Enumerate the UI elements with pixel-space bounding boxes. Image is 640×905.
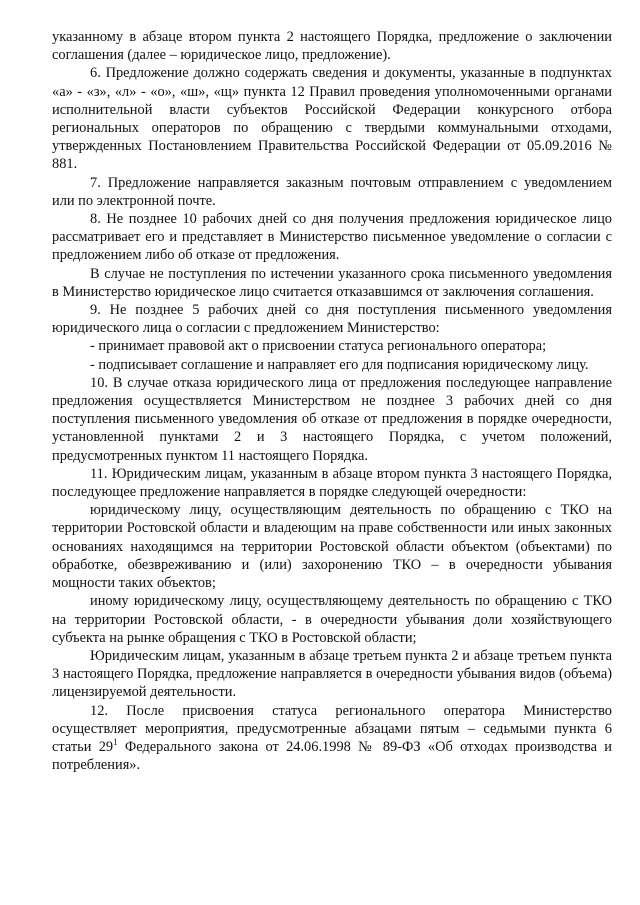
paragraph-item-11-first: юридическому лицу, осуществляющим деятельность по обращению с ТКО на территории Ростовской области и владеющим на праве собственности или иных законных основаниях находящимся на территории Ростовской области объектом (объектами) по обработке, обезвреживанию и (или) захоронению ТКО – в очередности убывания мощности таких объектов;	[52, 502, 612, 592]
paragraph-item-10: 10. В случае отказа юридического лица от предложения последующее направление предложения осуществляется Министерством не позднее 3 рабочих дней со дня поступления письменного уведомления об отказе от предложения в порядке очередности, установленной пунктами 2 и 3 настоящего Порядка, с учетом положений, предусмотренных пунктом 11 настоящего Порядка.	[52, 374, 612, 464]
paragraph-item-12	[52, 702, 612, 775]
paragraph-item-11-third: Юридическим лицам, указанным в абзаце третьем пункта 2 и абзаце третьем пункта 3 настоящего Порядка, предложение направляется в очередности убывания видов (объема) лицензируемой деятельности.	[52, 647, 612, 701]
paragraph-continuation: указанному в абзаце втором пункта 2 настоящего Порядка, предложение о заключении соглашения (далее – юридическое лицо, предложение).	[52, 29, 612, 64]
paragraph-item-6: 6. Предложение должно содержать сведения и документы, указанные в подпунктах «а» - «з», «л» - «о», «ш», «щ» пункта 12 Правил проведения уполномоченными органами исполнительной власти субъектов Российской Федерации конкурсного отбора региональных операторов по обращению с твердыми коммунальными отходами, утвержденных Постановлением Правительства Российской Федерации от 05.09.2016 № 881.	[52, 65, 612, 173]
paragraph-item-8: 8. Не позднее 10 рабочих дней со дня получения предложения юридическое лицо рассматривает его и представляет в Министерство письменное уведомление о согласии с предложением либо об отказе от предложения.	[52, 211, 612, 264]
paragraph-item-12-text-after: Федерального закона от 24.06.1998 № 89-ФЗ «Об отходах производства и потребления».	[52, 738, 612, 774]
paragraph-item-9-legal-act: - принимает правовой акт о присвоении статуса регионального оператора;	[90, 338, 547, 355]
paragraph-item-8-refusal: В случае не поступления по истечении указанного срока письменного уведомления в Министерство юридическое лицо считается отказавшимся от заключения соглашения.	[52, 265, 612, 300]
paragraph-item-12-text-before: 12. После присвоения статуса регионального оператора Министерство осуществляет мероприятия, предусмотренные абзацами пятым – седьмыми пункта 6 статьи 29	[52, 702, 612, 755]
paragraph-item-9: 9. Не позднее 5 рабочих дней со дня поступления письменного уведомления юридического лица о согласии с предложением Министерство:	[52, 302, 612, 337]
document-page	[52, 28, 612, 774]
paragraph-item-9-agreement: - подписывает соглашение и направляет его для подписания юридическому лицу.	[90, 356, 589, 373]
paragraph-item-11-second: иному юридическому лицу, осуществляющему деятельность по обращению с ТКО на территории Ростовской области, - в очередности убывания доли хозяйствующего субъекта на рынке обращения с ТКО в Ростовской области;	[52, 593, 612, 646]
paragraph-item-11: 11. Юридическим лицам, указанным в абзаце втором пункта 3 настоящего Порядка, последующее предложение направляется в порядке следующей очередности:	[52, 465, 612, 501]
paragraph-item-7: 7. Предложение направляется заказным почтовым отправлением с уведомлением или по электронной почте.	[52, 174, 612, 209]
superscript-marker: 1	[113, 737, 118, 748]
